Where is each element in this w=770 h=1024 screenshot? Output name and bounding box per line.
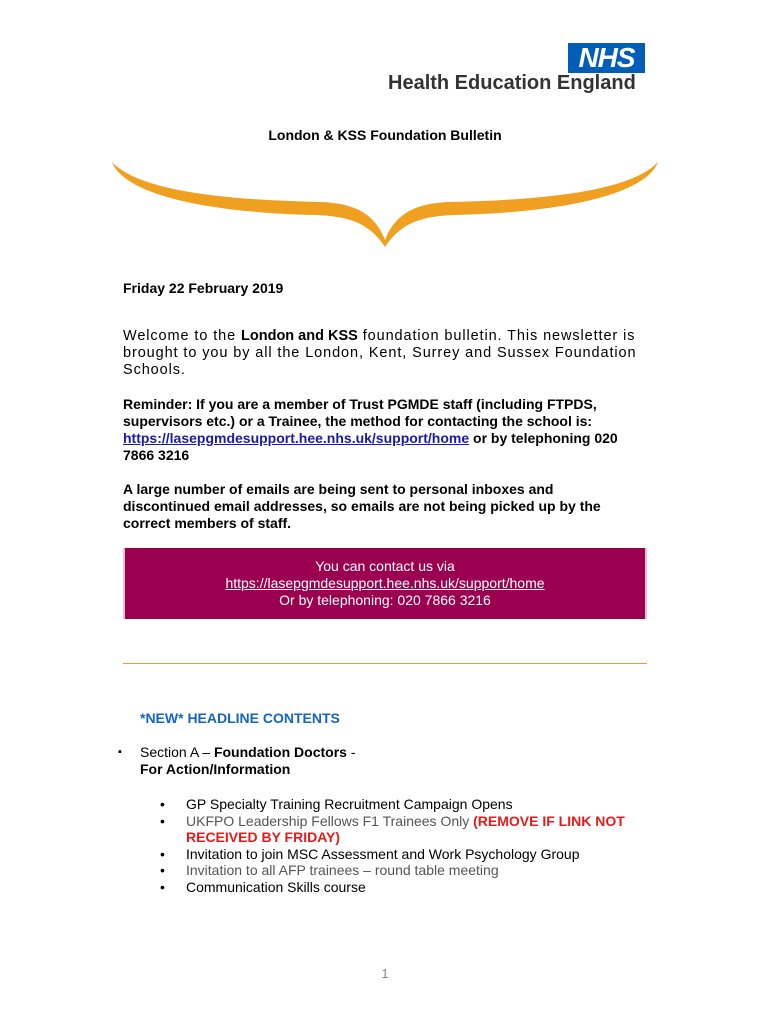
swoosh-banner — [110, 152, 660, 247]
welcome-bold: London and KSS — [241, 328, 358, 344]
reminder-post: or by telephoning 020 7866 3216 — [123, 430, 618, 463]
headline-heading: *NEW* HEADLINE CONTENTS — [140, 710, 340, 726]
item-alert: (REMOVE IF LINK NOT RECEIVED BY FRIDAY) — [186, 812, 625, 846]
section-bold: Foundation Doctors — [213, 744, 347, 760]
item-text: UKFPO Leadership Fellows F1 Trainees Only — [186, 812, 474, 829]
section-post: - — [346, 744, 356, 760]
item-text: Invitation to all AFP trainees – round table meeting — [186, 862, 499, 879]
welcome-paragraph — [123, 328, 643, 379]
section-pre: Section A – — [140, 744, 214, 760]
contact-line1: You can contact us via — [315, 558, 455, 574]
reminder-paragraph — [123, 396, 643, 464]
bullet-icon: • — [160, 862, 165, 879]
bulletin-title: London & KSS Foundation Bulletin — [268, 127, 502, 143]
item-text: Communication Skills course — [186, 878, 366, 895]
list-item — [160, 862, 680, 879]
welcome-pre: Welcome to the — [123, 328, 242, 344]
bullet-icon: • — [160, 878, 165, 895]
page-number: 1 — [381, 966, 389, 981]
nhs-logo: NHS — [568, 43, 645, 73]
list-item — [160, 796, 680, 813]
item-text: GP Specialty Training Recruitment Campaign Opens — [186, 796, 513, 812]
contact-phone: Or by telephoning: 020 7866 3216 — [279, 592, 491, 608]
list-item — [160, 813, 680, 846]
bulletin-date: Friday 22 February 2019 — [123, 280, 284, 296]
list-item — [160, 846, 680, 863]
contents-list — [160, 796, 680, 896]
emails-notice: A large number of emails are being sent to personal inboxes and discontinued email addresses, so emails are not being picked up by the correct members of staff. — [123, 481, 601, 531]
contact-box — [123, 548, 647, 619]
square-bullet-icon: ▪ — [118, 746, 122, 758]
contact-support-link[interactable]: https://lasepgmdesupport.hee.nhs.uk/support/home — [225, 575, 545, 591]
reminder-pre: Reminder: If you are a member of Trust PGMDE staff (including FTPDS, supervisors etc.) or a Trainee, the method for contacting the school is: — [123, 396, 597, 429]
section-line2: For Action/Information — [140, 761, 291, 777]
welcome-post: foundation bulletin. This newsletter is brought to you by all the London, Kent, Surrey and Sussex Foundation Schools. — [123, 328, 637, 378]
support-link[interactable]: https://lasepgmdesupport.hee.nhs.uk/support/home — [123, 430, 470, 446]
divider — [123, 663, 647, 664]
bullet-icon: • — [160, 845, 165, 862]
section-a-heading — [140, 744, 356, 778]
section-a — [118, 744, 638, 778]
list-item — [160, 879, 680, 896]
organisation-name: Health Education England — [388, 72, 636, 94]
bullet-icon: • — [160, 796, 165, 812]
item-text: Invitation to join MSC Assessment and Work Psychology Group — [186, 845, 580, 862]
bullet-icon: • — [160, 812, 165, 829]
